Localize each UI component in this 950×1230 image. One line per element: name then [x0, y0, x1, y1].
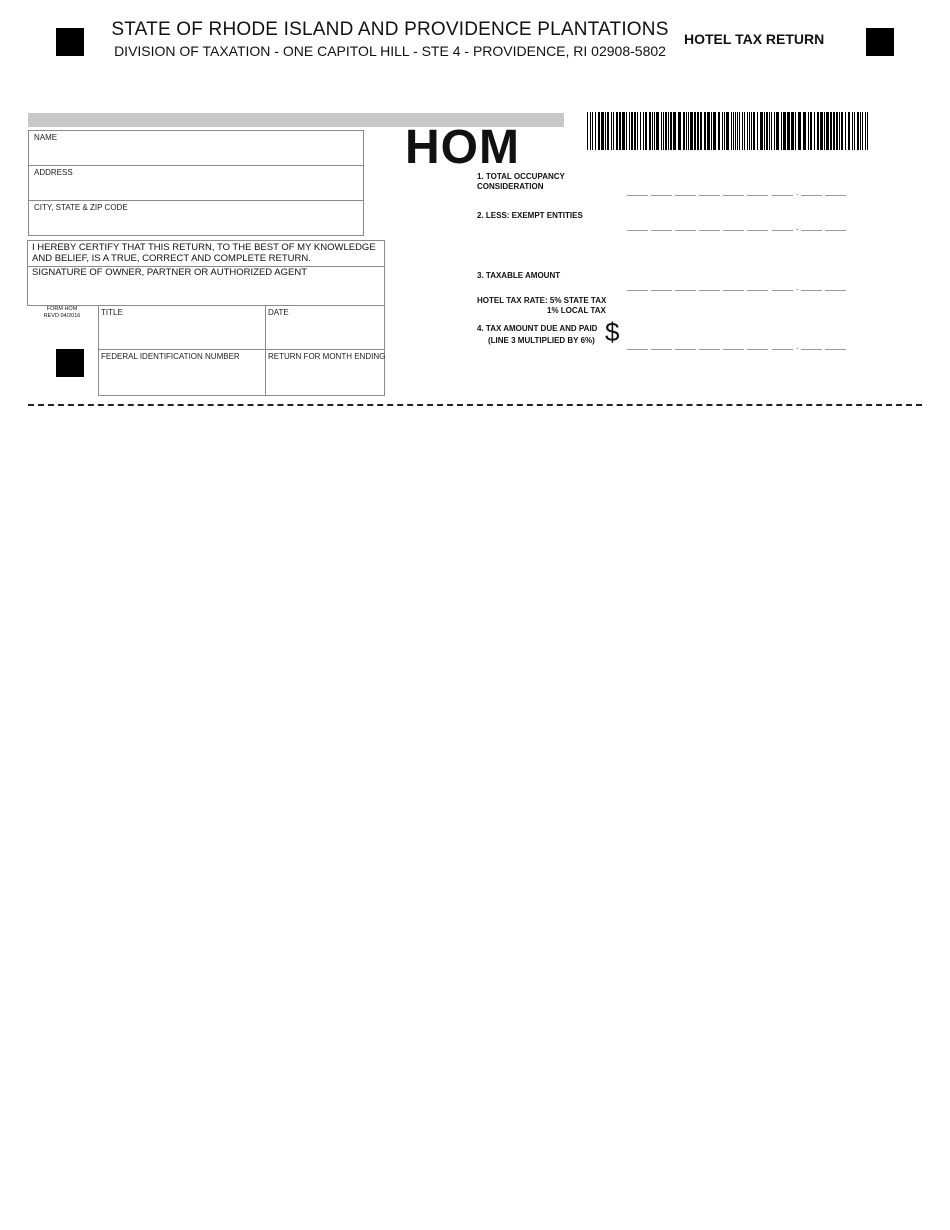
- line4-label-b: (LINE 3 MULTIPLIED BY 6%): [488, 336, 595, 345]
- digit-slot: [747, 349, 768, 350]
- digit-slot: [825, 230, 846, 231]
- city-state-zip-label: CITY, STATE & ZIP CODE: [34, 203, 128, 212]
- barcode-bar: [852, 112, 853, 150]
- barcode-bar: [607, 112, 609, 150]
- line2-label: 2. LESS: EXEMPT ENTITIES: [477, 211, 583, 220]
- date-label: DATE: [268, 308, 289, 317]
- barcode-bar: [795, 112, 796, 150]
- barcode-bar: [654, 112, 655, 150]
- barcode-bar: [867, 112, 868, 150]
- digit-slot: [772, 195, 793, 196]
- digit-slot: [651, 230, 672, 231]
- barcode-bar: [836, 112, 838, 150]
- barcode-bar: [744, 112, 745, 150]
- barcode-bar: [854, 112, 855, 150]
- barcode-bar: [626, 112, 627, 150]
- decimal-point: .: [796, 341, 799, 351]
- digit-slot: [825, 349, 846, 350]
- barcode-bar: [643, 112, 644, 150]
- digit-slot: [772, 230, 793, 231]
- signature-field[interactable]: [27, 266, 385, 306]
- line2-amount-field[interactable]: [627, 221, 849, 231]
- registration-mark-bottom-left: [56, 349, 84, 377]
- barcode-bar: [724, 112, 725, 150]
- barcode-bar: [742, 112, 743, 150]
- line1-label-b: CONSIDERATION: [477, 182, 544, 191]
- digit-slot: [723, 349, 744, 350]
- barcode-bar: [601, 112, 604, 150]
- digit-slot: [699, 230, 720, 231]
- perforation-cut-line: [28, 404, 922, 406]
- barcode: [587, 112, 871, 150]
- barcode-bar: [731, 112, 732, 150]
- form-revision: REVD 04/2016: [43, 313, 81, 319]
- digit-slot: [699, 290, 720, 291]
- decimal-point: .: [796, 187, 799, 197]
- digit-slot: [651, 349, 672, 350]
- digit-slot: [801, 230, 822, 231]
- barcode-bar: [722, 112, 723, 150]
- barcode-bar: [776, 112, 779, 150]
- barcode-bar: [860, 112, 861, 150]
- division-address: DIVISION OF TAXATION - ONE CAPITOL HILL - STE 4 - PROVIDENCE, RI 02908-5802: [114, 43, 666, 59]
- digit-slot: [801, 195, 822, 196]
- barcode-bar: [774, 112, 775, 150]
- barcode-bar: [656, 112, 659, 150]
- barcode-bar: [640, 112, 641, 150]
- digit-slot: [651, 195, 672, 196]
- form-code: HOM: [405, 121, 520, 174]
- barcode-bar: [718, 112, 720, 150]
- barcode-bar: [592, 112, 593, 150]
- barcode-bar: [857, 112, 859, 150]
- digit-slot: [747, 230, 768, 231]
- barcode-bar: [663, 112, 664, 150]
- barcode-bar: [824, 112, 825, 150]
- form-name: FORM HOM: [46, 306, 78, 312]
- barcode-bar: [787, 112, 790, 150]
- digit-slot: [747, 195, 768, 196]
- digit-slot: [627, 195, 648, 196]
- digit-slot: [801, 349, 822, 350]
- barcode-bar: [803, 112, 806, 150]
- tax-rate-label-b: 1% LOCAL TAX: [547, 306, 606, 315]
- barcode-bar: [798, 112, 801, 150]
- barcode-bar: [700, 112, 702, 150]
- barcode-bar: [764, 112, 765, 150]
- digit-slot: [825, 290, 846, 291]
- barcode-bar: [791, 112, 794, 150]
- barcode-bar: [697, 112, 699, 150]
- digit-slot: [747, 290, 768, 291]
- line3-label: 3. TAXABLE AMOUNT: [477, 271, 561, 280]
- barcode-bar: [605, 112, 606, 150]
- barcode-bar: [690, 112, 693, 150]
- digit-slot: [675, 290, 696, 291]
- barcode-bar: [587, 112, 588, 150]
- address-label: ADDRESS: [34, 168, 73, 177]
- title-label: TITLE: [101, 308, 123, 317]
- barcode-bar: [616, 112, 618, 150]
- barcode-bar: [707, 112, 710, 150]
- digit-slot: [825, 195, 846, 196]
- form-title: HOTEL TAX RETURN: [684, 31, 825, 47]
- barcode-bar: [739, 112, 740, 150]
- barcode-bar: [808, 112, 809, 150]
- barcode-bar: [737, 112, 738, 150]
- digit-slot: [627, 290, 648, 291]
- barcode-bar: [619, 112, 621, 150]
- registration-mark-top-right: [866, 28, 894, 56]
- barcode-bar: [686, 112, 687, 150]
- barcode-bar: [781, 112, 782, 150]
- date-field[interactable]: [265, 305, 385, 350]
- line4-label-a: 4. TAX AMOUNT DUE AND PAID: [477, 324, 598, 333]
- digit-slot: [699, 195, 720, 196]
- barcode-bar: [753, 112, 755, 150]
- digit-slot: [627, 230, 648, 231]
- barcode-bar: [766, 112, 768, 150]
- digit-slot: [772, 349, 793, 350]
- barcode-bar: [760, 112, 763, 150]
- state-title: STATE OF RHODE ISLAND AND PROVIDENCE PLANTATIONS: [111, 19, 669, 40]
- barcode-bar: [783, 112, 786, 150]
- month-ending-label: RETURN FOR MONTH ENDING: [268, 352, 386, 361]
- fein-field[interactable]: [98, 349, 267, 396]
- digit-slot: [723, 195, 744, 196]
- barcode-bar: [683, 112, 685, 150]
- digit-slot: [675, 230, 696, 231]
- barcode-bar: [747, 112, 748, 150]
- dollar-sign: $: [605, 317, 620, 347]
- barcode-bar: [817, 112, 819, 150]
- barcode-bar: [673, 112, 676, 150]
- digit-slot: [675, 349, 696, 350]
- certification-statement: [27, 240, 385, 267]
- barcode-bar: [862, 112, 863, 150]
- barcode-bar: [678, 112, 681, 150]
- line1-label: [477, 172, 565, 192]
- barcode-bar: [661, 112, 662, 150]
- month-ending-field[interactable]: [265, 349, 385, 396]
- line1-amount-field[interactable]: [627, 186, 849, 196]
- barcode-bar: [833, 112, 835, 150]
- barcode-bar: [841, 112, 843, 150]
- barcode-bar: [688, 112, 689, 150]
- tax-rate-label-a: HOTEL TAX RATE: 5% STATE TAX: [477, 296, 607, 305]
- barcode-bar: [637, 112, 638, 150]
- city-state-zip-field[interactable]: [28, 200, 364, 236]
- barcode-bar: [613, 112, 614, 150]
- barcode-bar: [645, 112, 647, 150]
- barcode-bar: [839, 112, 840, 150]
- certification-line-2: AND BELIEF, IS A TRUE, CORRECT AND COMPLETE RETURN.: [32, 253, 311, 264]
- form-info: [36, 306, 88, 320]
- barcode-bar: [649, 112, 651, 150]
- barcode-bar: [631, 112, 633, 150]
- barcode-bar: [865, 112, 866, 150]
- barcode-bar: [622, 112, 625, 150]
- barcode-bar: [810, 112, 812, 150]
- digit-slot: [627, 349, 648, 350]
- barcode-bar: [751, 112, 752, 150]
- barcode-bar: [749, 112, 750, 150]
- address-field[interactable]: [28, 165, 364, 201]
- line3-amount-field[interactable]: [627, 281, 849, 291]
- digit-slot: [801, 290, 822, 291]
- barcode-bar: [845, 112, 846, 150]
- digit-slot: [723, 290, 744, 291]
- line4-amount-field[interactable]: [627, 340, 849, 350]
- digit-slot: [651, 290, 672, 291]
- barcode-bar: [826, 112, 829, 150]
- barcode-bar: [611, 112, 612, 150]
- title-field[interactable]: [98, 305, 267, 350]
- barcode-bar: [771, 112, 772, 150]
- digit-slot: [723, 230, 744, 231]
- barcode-bar: [704, 112, 706, 150]
- barcode-bar: [757, 112, 758, 150]
- barcode-bar: [590, 112, 591, 150]
- barcode-bar: [735, 112, 736, 150]
- barcode-bar: [652, 112, 653, 150]
- barcode-bar: [629, 112, 630, 150]
- barcode-bar: [595, 112, 596, 150]
- barcode-bar: [713, 112, 716, 150]
- barcode-bar: [769, 112, 770, 150]
- barcode-bar: [814, 112, 815, 150]
- barcode-bar: [733, 112, 734, 150]
- registration-mark-top-left: [56, 28, 84, 56]
- barcode-bar: [665, 112, 667, 150]
- name-label: NAME: [34, 133, 58, 142]
- fein-label: FEDERAL IDENTIFICATION NUMBER: [101, 352, 240, 361]
- barcode-bar: [670, 112, 672, 150]
- barcode-bar: [634, 112, 636, 150]
- digit-slot: [772, 290, 793, 291]
- barcode-bar: [694, 112, 696, 150]
- decimal-point: .: [796, 222, 799, 232]
- line1-label-a: 1. TOTAL OCCUPANCY: [477, 172, 565, 181]
- barcode-bar: [598, 112, 600, 150]
- barcode-bar: [668, 112, 669, 150]
- decimal-point: .: [796, 282, 799, 292]
- barcode-bar: [711, 112, 712, 150]
- digit-slot: [699, 349, 720, 350]
- barcode-bar: [848, 112, 850, 150]
- name-field[interactable]: [28, 130, 364, 166]
- barcode-bar: [820, 112, 823, 150]
- barcode-bar: [726, 112, 729, 150]
- signature-label: SIGNATURE OF OWNER, PARTNER OR AUTHORIZED AGENT: [32, 267, 307, 278]
- digit-slot: [675, 195, 696, 196]
- certification-line-1: I HEREBY CERTIFY THAT THIS RETURN, TO THE BEST OF MY KNOWLEDGE: [32, 242, 376, 253]
- barcode-bar: [830, 112, 832, 150]
